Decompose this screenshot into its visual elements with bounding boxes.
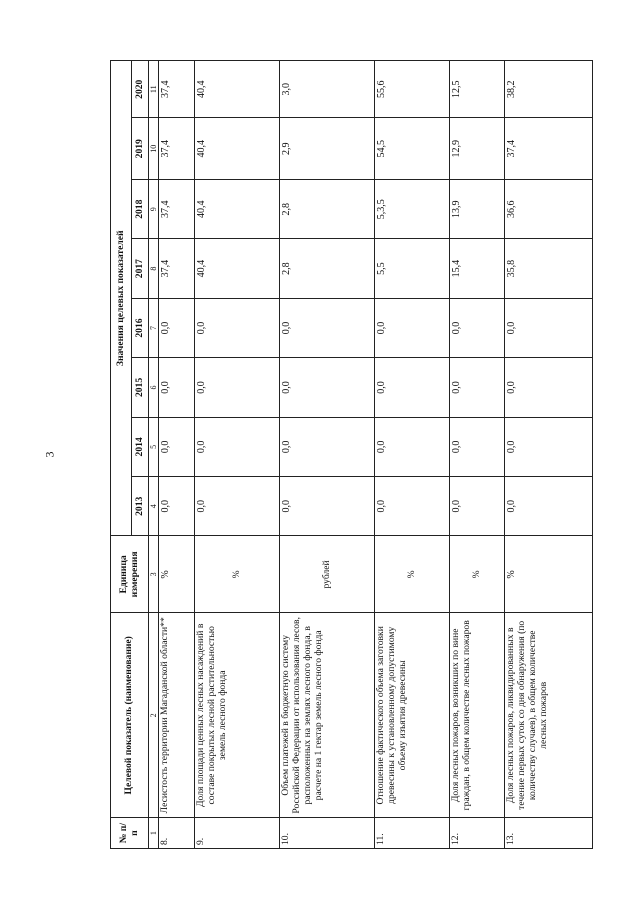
table-row [280, 61, 375, 849]
value-cell: 0,0 [195, 358, 280, 417]
year-header: 2018 [132, 179, 149, 238]
value-cell: 13,9 [450, 179, 505, 238]
column-index: 7 [149, 298, 159, 357]
column-index-row [149, 61, 159, 849]
value-cell: 2,8 [280, 179, 375, 238]
column-index: 9 [149, 179, 159, 238]
column-index: 11 [149, 61, 159, 119]
value-cell: 2,8 [280, 239, 375, 298]
target-indicators-table [110, 60, 593, 849]
value-cell: 0,0 [195, 477, 280, 536]
value-cell: 36,6 [505, 179, 593, 238]
value-cell: 40,4 [195, 118, 280, 179]
value-cell: 37,4 [159, 118, 195, 179]
year-header: 2019 [132, 118, 149, 179]
rotated-table-wrapper [110, 60, 593, 849]
value-cell: 37,4 [159, 239, 195, 298]
value-cell: 0,0 [195, 417, 280, 476]
value-cell: 0,0 [159, 358, 195, 417]
value-cell: 0,0 [505, 477, 593, 536]
value-cell: 0,0 [450, 298, 505, 357]
value-cell: 2,9 [280, 118, 375, 179]
value-cell: 0,0 [450, 358, 505, 417]
row-number: 10. [280, 818, 375, 849]
header-indicator: Целевой показатель (наименование) [111, 613, 149, 818]
value-cell: 15,4 [450, 239, 505, 298]
value-cell: 0,0 [505, 358, 593, 417]
value-cell: 0,0 [280, 417, 375, 476]
unit-cell: рублей [280, 536, 375, 613]
column-index: 6 [149, 358, 159, 417]
value-cell: 40,4 [195, 239, 280, 298]
year-header: 2015 [132, 358, 149, 417]
value-cell: 0,0 [159, 298, 195, 357]
value-cell: 12,9 [450, 118, 505, 179]
value-cell: 55,6 [375, 61, 450, 119]
header-unit: Единица измерения [111, 536, 149, 613]
row-number: 11. [375, 818, 450, 849]
value-cell: 5,5 [375, 239, 450, 298]
value-cell: 12,5 [450, 61, 505, 119]
unit-cell: % [159, 536, 195, 613]
value-cell: 54,5 [375, 118, 450, 179]
row-number: 8. [159, 818, 195, 849]
table-row [159, 61, 195, 849]
table-row [375, 61, 450, 849]
value-cell: 5,3,5 [375, 179, 450, 238]
value-cell: 0,0 [375, 298, 450, 357]
value-cell: 0,0 [505, 298, 593, 357]
value-cell: 0,0 [375, 358, 450, 417]
value-cell: 40,4 [195, 179, 280, 238]
row-number: 9. [195, 818, 280, 849]
value-cell: 40,4 [195, 61, 280, 119]
value-cell: 0,0 [159, 477, 195, 536]
page-number: 3 [42, 451, 57, 458]
table-row [505, 61, 593, 849]
header-num: № п/п [111, 818, 149, 849]
value-cell: 35,8 [505, 239, 593, 298]
unit-cell: % [375, 536, 450, 613]
indicator-name: Лесистость территории Магаданской области** [159, 613, 195, 818]
unit-cell: % [450, 536, 505, 613]
value-cell: 3,0 [280, 61, 375, 119]
value-cell: 0,0 [280, 298, 375, 357]
value-cell: 0,0 [450, 417, 505, 476]
value-cell: 0,0 [159, 417, 195, 476]
value-cell: 37,4 [159, 61, 195, 119]
column-index: 5 [149, 417, 159, 476]
row-number: 13. [505, 818, 593, 849]
unit-cell: % [195, 536, 280, 613]
indicator-name: Доля лесных пожаров, ликвидированных в течение первых суток со дня обнаружения (по количеству случаев), в общем количестве лесных пожаров [505, 613, 593, 818]
value-cell: 0,0 [375, 417, 450, 476]
value-cell: 0,0 [450, 477, 505, 536]
column-index: 10 [149, 118, 159, 179]
value-cell: 0,0 [280, 477, 375, 536]
value-cell: 0,0 [375, 477, 450, 536]
year-header: 2016 [132, 298, 149, 357]
value-cell: 0,0 [195, 298, 280, 357]
indicator-name: Доля лесных пожаров, возникших по вине граждан, в общем количестве лесных пожаров [450, 613, 505, 818]
year-header: 2020 [132, 61, 149, 119]
year-header: 2014 [132, 417, 149, 476]
indicator-name: Доля площади ценных лесных насаждений в составе покрытых лесной растительностью земель лесного фонда [195, 613, 280, 818]
table-row [195, 61, 280, 849]
header-row [111, 61, 132, 849]
unit-cell: % [505, 536, 593, 613]
table-row [450, 61, 505, 849]
value-cell: 38,2 [505, 61, 593, 119]
column-index: 8 [149, 239, 159, 298]
column-index: 3 [149, 536, 159, 613]
column-index: 1 [149, 818, 159, 849]
value-cell: 0,0 [280, 358, 375, 417]
indicator-name: Отношение фактического объема заготовки древесины к установленному допустимому объему изъятия древесины [375, 613, 450, 818]
row-number: 12. [450, 818, 505, 849]
column-index: 2 [149, 613, 159, 818]
header-values: Значения целевых показателей [111, 61, 132, 537]
year-header: 2017 [132, 239, 149, 298]
value-cell: 37,4 [159, 179, 195, 238]
indicator-name: Объем платежей в бюджетную систему Российской Федерации от использования лесов, расположенных на землях лесного фонда, в расчете на 1 гектар земель лесного фонда [280, 613, 375, 818]
value-cell: 37,4 [505, 118, 593, 179]
year-header: 2013 [132, 477, 149, 536]
value-cell: 0,0 [505, 417, 593, 476]
column-index: 4 [149, 477, 159, 536]
